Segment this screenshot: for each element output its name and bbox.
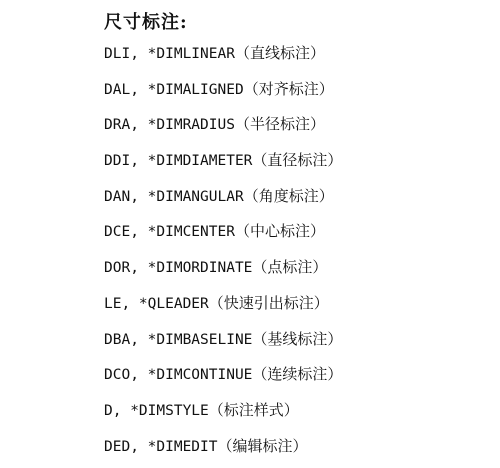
- command-description: （基线标注）: [252, 329, 343, 348]
- command-row: [104, 76, 342, 112]
- command-row: [104, 40, 342, 76]
- command-row: [104, 183, 342, 219]
- command-name: *DIMANGULAR: [138, 188, 244, 205]
- command-row: [104, 397, 342, 433]
- command-name: *DIMCONTINUE: [138, 367, 253, 384]
- command-name: *DIMORDINATE: [138, 260, 253, 277]
- command-row: [104, 361, 342, 397]
- command-name: *DIMALIGNED: [138, 81, 244, 98]
- command-name: *DIMCENTER: [138, 224, 235, 241]
- command-name: *DIMLINEAR: [138, 46, 235, 62]
- command-description: （对齐标注）: [243, 79, 334, 98]
- command-row: [104, 433, 342, 468]
- command-alias: DDI,: [104, 153, 139, 170]
- command-name: *DIMSTYLE: [121, 402, 209, 419]
- command-alias: DAL,: [104, 81, 139, 98]
- command-alias: DOR,: [104, 260, 139, 277]
- command-row: [104, 147, 342, 183]
- command-row: [104, 290, 342, 326]
- command-name: *DIMRADIUS: [138, 117, 235, 134]
- command-alias: DAN,: [104, 188, 139, 205]
- command-row: [104, 111, 342, 147]
- command-alias: DRA,: [104, 117, 139, 134]
- command-list: [104, 40, 342, 468]
- section-heading: 尺寸标注:: [104, 12, 188, 33]
- command-alias: DCE,: [104, 224, 139, 241]
- command-name: *DIMBASELINE: [138, 331, 253, 348]
- command-name: *DIMDIAMETER: [138, 153, 253, 170]
- command-description: （半径标注）: [234, 115, 325, 134]
- command-alias: DED,: [104, 438, 139, 455]
- command-name: *QLEADER: [130, 295, 209, 312]
- command-description: （标注样式）: [208, 400, 299, 419]
- command-alias: D,: [104, 402, 122, 419]
- command-description: （直线标注）: [234, 44, 325, 62]
- command-description: （角度标注）: [243, 186, 334, 205]
- command-row: [104, 326, 342, 362]
- command-alias: DLI,: [104, 46, 139, 62]
- command-name: *DIMEDIT: [138, 438, 218, 455]
- command-alias: LE,: [104, 295, 131, 312]
- command-alias: DBA,: [104, 331, 139, 348]
- command-description: （快速引出标注）: [208, 293, 329, 312]
- command-description: （直径标注）: [252, 151, 343, 170]
- command-description: （编辑标注）: [217, 436, 308, 455]
- command-alias: DCO,: [104, 367, 139, 384]
- command-row: [104, 218, 342, 254]
- command-row: [104, 254, 342, 290]
- command-description: （中心标注）: [234, 222, 325, 241]
- command-description: （连续标注）: [252, 365, 343, 384]
- command-description: （点标注）: [252, 258, 328, 277]
